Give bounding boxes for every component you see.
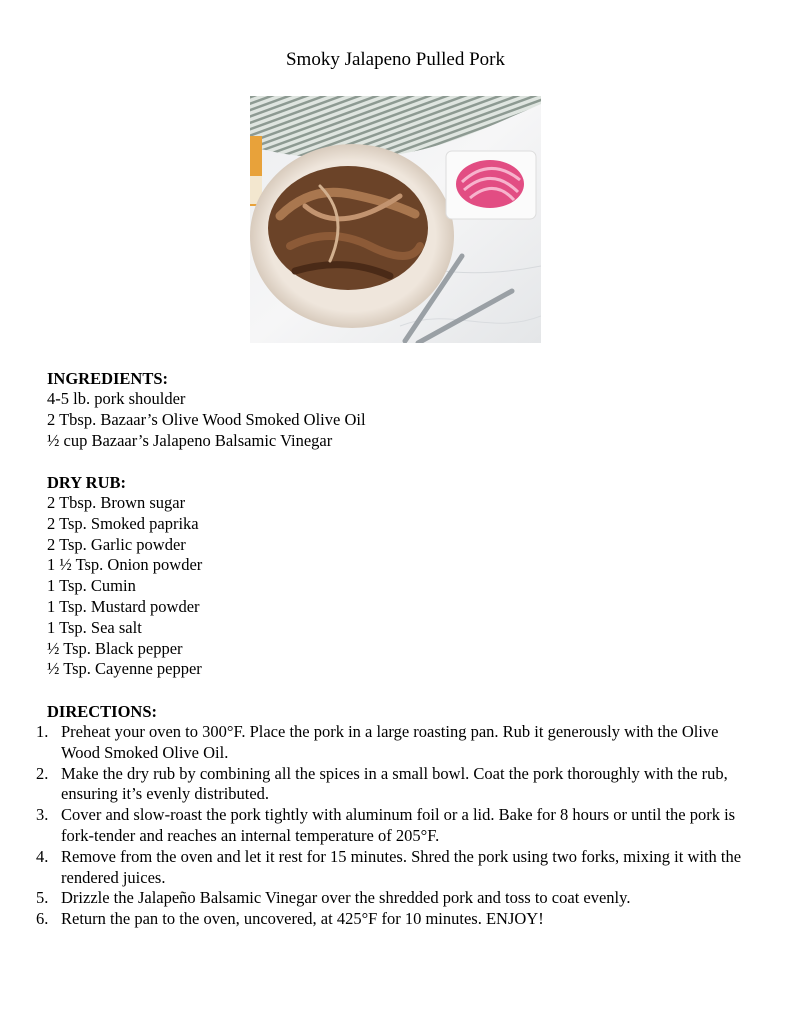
list-item: ½ Tsp. Black pepper [47, 638, 183, 658]
step-text: Return the pan to the oven, uncovered, at 425°F for 10 minutes. ENJOY! [61, 909, 544, 929]
step-text: Make the dry rub by combining all the spices in a small bowl. Coat the pork thoroughly with the rub, ensuring it’s evenly distributed. [61, 763, 728, 804]
list-item: 2 Tbsp. Bazaar’s Olive Wood Smoked Olive Oil [47, 409, 366, 429]
step-text: Remove from the oven and let it rest for 15 minutes. Shred the pork using two forks, mixing it with the rendered juices. [61, 846, 742, 887]
step-number: 4. [36, 846, 49, 866]
step-text: Drizzle the Jalapeño Balsamic Vinegar over the shredded pork and toss to coat evenly. [61, 888, 631, 908]
recipe-title: Smoky Jalapeno Pulled Pork [285, 49, 506, 70]
direction-step [36, 805, 756, 847]
step-number: 3. [36, 805, 49, 825]
list-item: 2 Tsp. Smoked paprika [47, 513, 199, 533]
list-item: 1 ½ Tsp. Onion powder [47, 555, 203, 575]
directions-list [36, 722, 756, 930]
direction-step [36, 888, 756, 909]
direction-step [36, 909, 756, 930]
step-text: Preheat your oven to 300°F. Place the pork in a large roasting pan. Rub it generously with the Olive Wood Smoked Olive Oil. [61, 722, 719, 762]
step-number: 6. [36, 909, 49, 929]
step-number: 2. [36, 763, 49, 783]
list-item: 2 Tbsp. Brown sugar [47, 493, 186, 512]
dry-rub-heading: DRY RUB: [47, 473, 127, 492]
list-item: 1 Tsp. Cumin [47, 576, 136, 596]
list-item: ½ cup Bazaar’s Jalapeno Balsamic Vinegar [47, 430, 333, 450]
direction-step [36, 847, 756, 889]
step-number: 5. [36, 888, 49, 908]
step-text: Cover and slow-roast the pork tightly with aluminum foil or a lid. Bake for 8 hours or until the pork is fork-tender and reaches an internal temperature of 205°F. [61, 805, 736, 845]
list-item: 1 Tsp. Mustard powder [47, 596, 200, 616]
pulled-pork-photo [250, 96, 541, 343]
directions-heading: DIRECTIONS: [47, 702, 158, 721]
list-item: ½ Tsp. Cayenne pepper [47, 659, 202, 679]
step-number: 1. [36, 722, 49, 741]
dry-rub-list [47, 493, 202, 680]
list-item: 1 Tsp. Sea salt [47, 617, 142, 637]
ingredients-list [47, 389, 366, 451]
list-item: 2 Tsp. Garlic powder [47, 534, 186, 554]
list-item: 4-5 lb. pork shoulder [47, 389, 186, 408]
ingredients-heading: INGREDIENTS: [47, 369, 169, 388]
direction-step [36, 764, 756, 806]
direction-step [36, 722, 756, 764]
